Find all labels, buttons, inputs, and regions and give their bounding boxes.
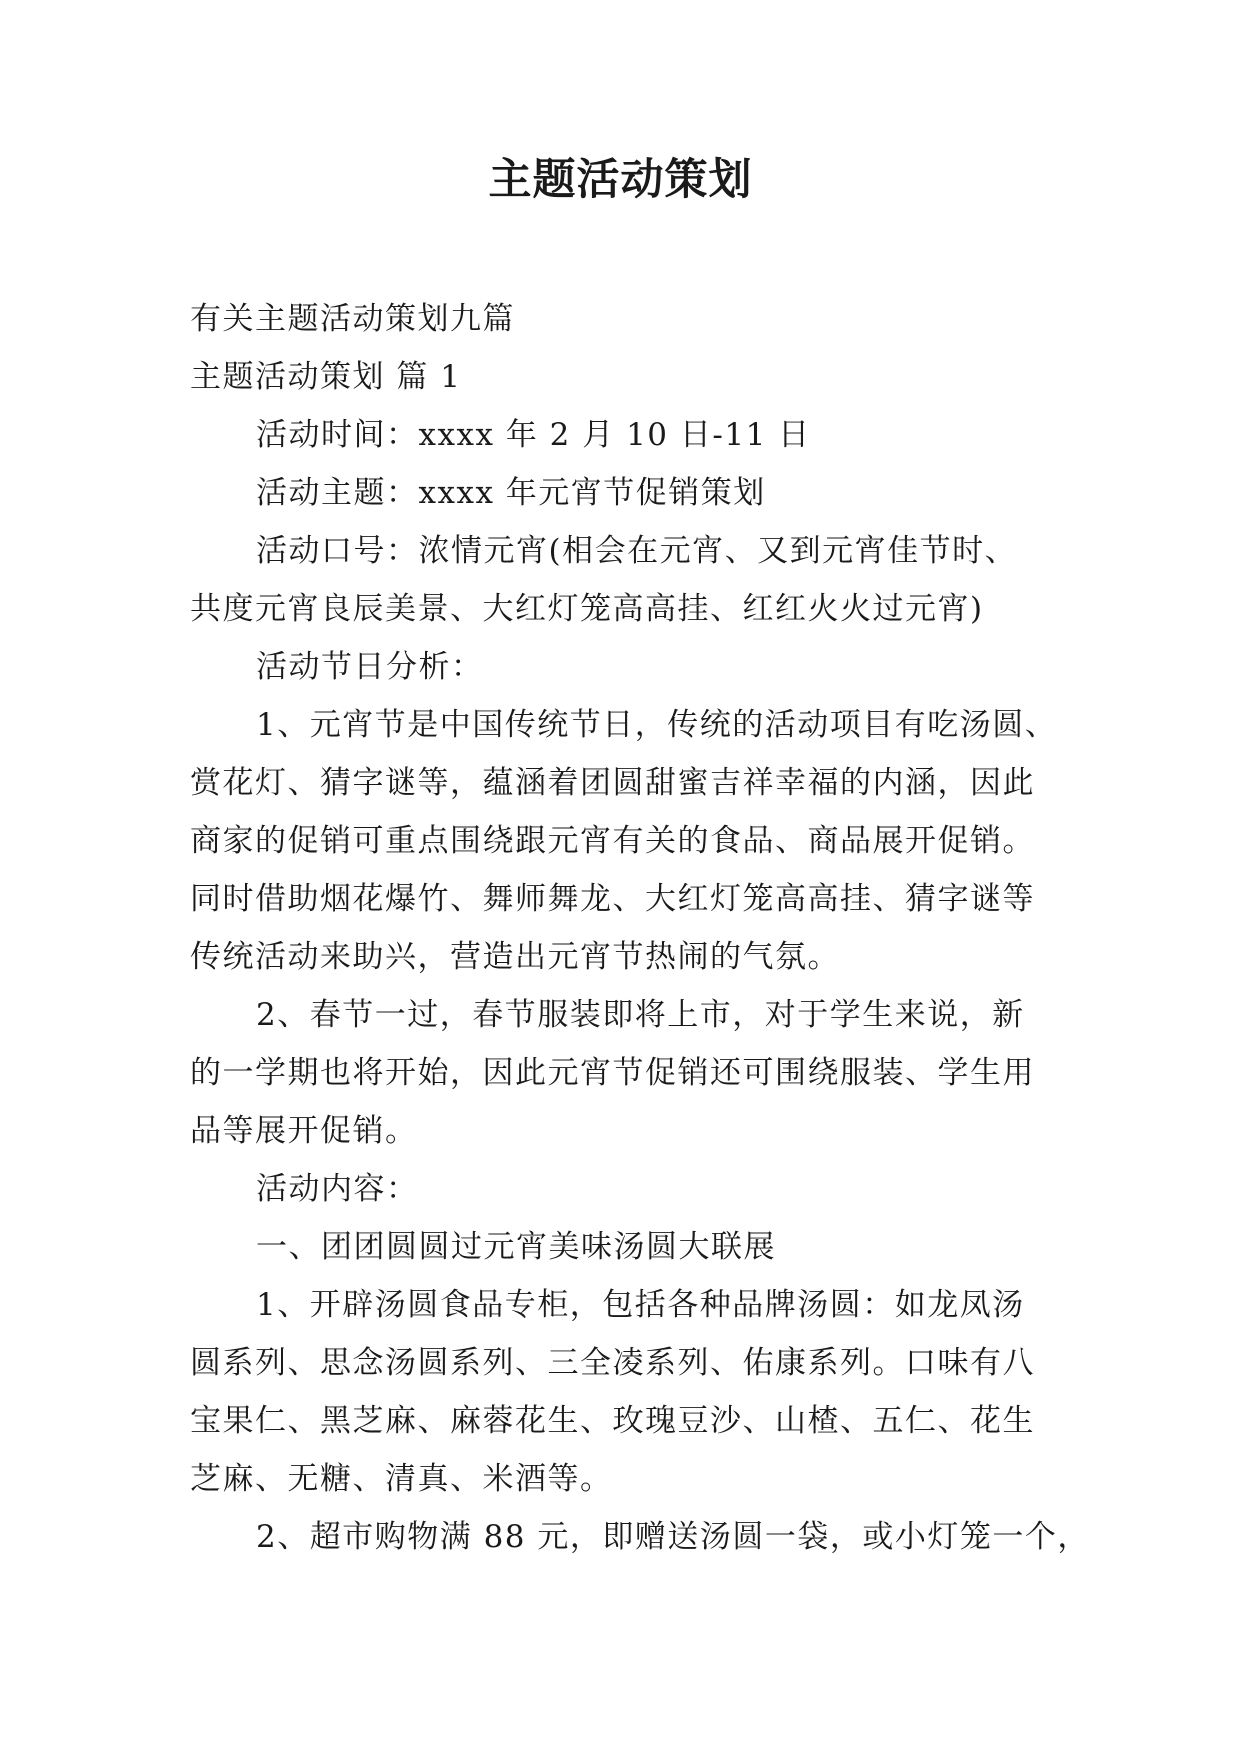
document-title: 主题活动策划 [488, 155, 753, 205]
paragraph-line: 品等展开促销。 [190, 1113, 418, 1149]
paragraph-line: 同时借助烟花爆竹、舞师舞龙、大红灯笼高高挂、猜字谜等 [190, 881, 1035, 917]
paragraph-line: 活动节日分析： [256, 649, 484, 685]
paragraph-line: 赏花灯、猜字谜等，蕴涵着团圆甜蜜吉祥幸福的内涵，因此 [190, 765, 1035, 801]
paragraph-line: 1、元宵节是中国传统节日，传统的活动项目有吃汤圆、 [256, 707, 1058, 743]
paragraph-line: 圆系列、思念汤圆系列、三全凌系列、佑康系列。口味有八 [190, 1345, 1035, 1381]
paragraph-line: 主题活动策划 篇 1 [190, 359, 462, 395]
paragraph-line: 宝果仁、黑芝麻、麻蓉花生、玫瑰豆沙、山楂、五仁、花生 [190, 1403, 1035, 1439]
paragraph-line: 商家的促销可重点围绕跟元宵有关的食品、商品展开促销。 [190, 823, 1035, 859]
paragraph-line: 芝麻、无糖、清真、米酒等。 [190, 1461, 613, 1497]
paragraph-line: 一、团团圆圆过元宵美味汤圆大联展 [256, 1229, 776, 1265]
paragraph-line: 1、开辟汤圆食品专柜，包括各种品牌汤圆：如龙凤汤 [256, 1287, 1025, 1323]
paragraph-line: 传统活动来助兴，营造出元宵节热闹的气氛。 [190, 939, 840, 975]
paragraph-line: 的一学期也将开始，因此元宵节促销还可围绕服装、学生用 [190, 1055, 1035, 1091]
paragraph-line: 活动主题：xxxx 年元宵节促销策划 [256, 475, 766, 511]
paragraph-line: 2、超市购物满 88 元，即赠送汤圆一袋，或小灯笼一个， [256, 1519, 1090, 1555]
paragraph-line: 2、春节一过，春节服装即将上市，对于学生来说，新 [256, 997, 1025, 1033]
paragraph-line: 活动时间：xxxx 年 2 月 10 日-11 日 [256, 417, 811, 453]
paragraph-line: 活动口号：浓情元宵(相会在元宵、又到元宵佳节时、 [256, 533, 1018, 569]
paragraph-line: 有关主题活动策划九篇 [190, 301, 515, 337]
paragraph-line: 共度元宵良辰美景、大红灯笼高高挂、红红火火过元宵) [190, 591, 984, 627]
paragraph-line: 活动内容： [256, 1171, 419, 1207]
document-body [190, 290, 1090, 1566]
